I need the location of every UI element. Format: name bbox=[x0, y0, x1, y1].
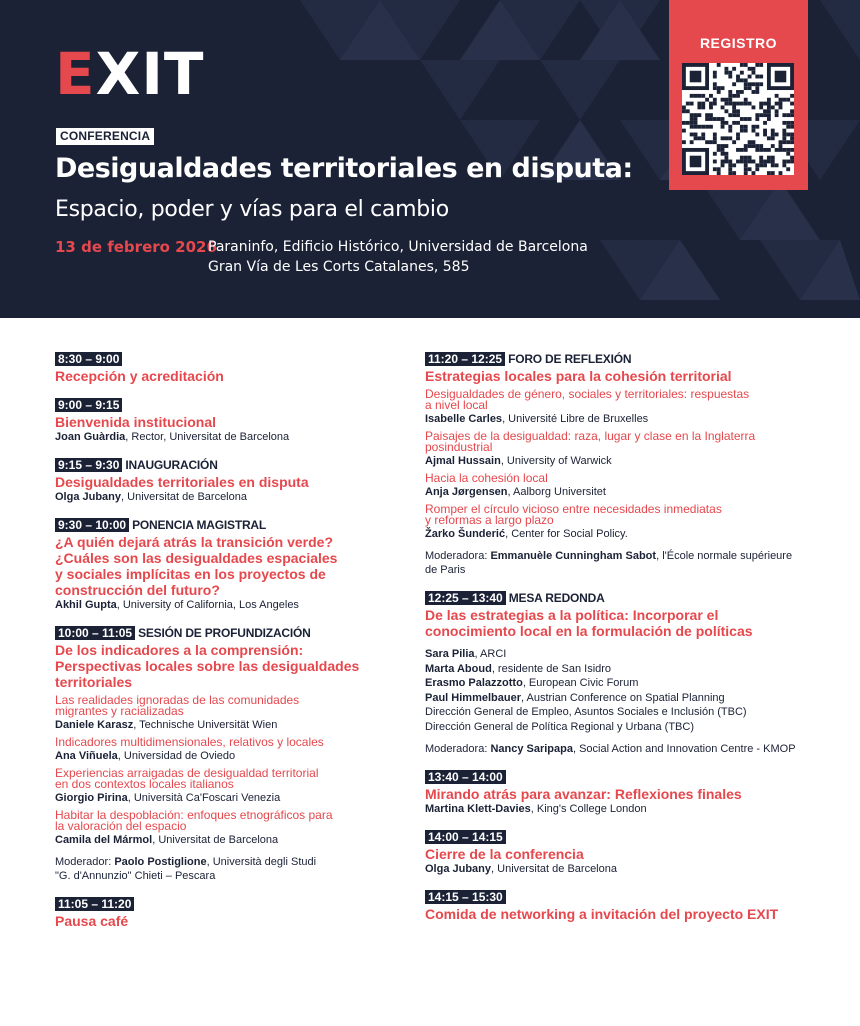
event-title: Desigualdades territoriales en disputa: bbox=[55, 153, 633, 184]
event-date: 13 de febrero 2026 bbox=[55, 238, 217, 256]
time-badge: 14:15 – 15:30 bbox=[425, 890, 506, 904]
schedule-item bbox=[55, 626, 445, 883]
session-title: De los indicadores a la comprensión: Perspectivas locales sobre las desigualdades territoriales bbox=[55, 642, 360, 690]
time-badge: 13:40 – 14:00 bbox=[425, 770, 506, 784]
exit-logo: EXIT bbox=[55, 40, 205, 108]
schedule-item bbox=[425, 352, 825, 577]
schedule-left-column bbox=[55, 352, 445, 943]
session-title: Cierre de la conferencia bbox=[425, 846, 584, 862]
speaker: Martina Klett-Davies, King's College London bbox=[425, 803, 647, 815]
sub-talk: Hacia la cohesión local Anja Jørgensen, Aalborg Universitet bbox=[425, 471, 606, 498]
time-badge: 12:25 – 13:40 bbox=[425, 591, 506, 605]
venue-line: Gran Vía de Les Corts Catalanes, 585 bbox=[208, 259, 470, 275]
schedule-item bbox=[55, 458, 445, 504]
session-title: Mirando atrás para avanzar: Reflexiones finales bbox=[425, 786, 742, 802]
moderator: Moderadora: Emmanuèle Cunningham Sabot, l'École normale supérieure de Paris bbox=[425, 550, 793, 576]
schedule-right-column bbox=[425, 352, 825, 936]
schedule-item bbox=[55, 897, 445, 929]
schedule-item bbox=[55, 352, 445, 384]
session-title: Bienvenida institucional bbox=[55, 414, 217, 430]
session-type: INAUGURACIÓN bbox=[125, 458, 218, 472]
schedule-item bbox=[425, 770, 825, 816]
speaker: Olga Jubany, Universitat de Barcelona bbox=[55, 491, 247, 503]
session-title: Recepción y acreditación bbox=[55, 368, 224, 384]
session-title: Comida de networking a invitación del proyecto EXIT bbox=[425, 906, 779, 922]
time-badge: 9:00 – 9:15 bbox=[55, 398, 122, 412]
venue-line: Paraninfo, Edificio Histórico, Universidad de Barcelona bbox=[208, 239, 588, 255]
sub-talk: Desigualdades de género, sociales y territoriales: respuestas a nivel local Isabelle Carles, Université Libre de Bruxelles bbox=[425, 387, 750, 425]
schedule-item bbox=[425, 830, 825, 876]
session-title: Desigualdades territoriales en disputa bbox=[55, 474, 309, 490]
qr-code-icon[interactable] bbox=[682, 63, 794, 175]
time-badge: 9:30 – 10:00 bbox=[55, 518, 129, 532]
registration-box[interactable] bbox=[669, 0, 808, 190]
session-title: Estrategias locales para la cohesión territorial bbox=[425, 368, 732, 384]
session-title: ¿A quién dejará atrás la transición verde? ¿Cuáles son las desigualdades espaciales y sociales implícitas en los proyectos de construcción del futuro? bbox=[55, 534, 338, 598]
schedule-item bbox=[55, 398, 445, 444]
speaker: Joan Guàrdia, Rector, Universitat de Barcelona bbox=[55, 431, 290, 443]
session-title: Pausa café bbox=[55, 913, 129, 929]
conference-tag: CONFERENCIA bbox=[56, 128, 154, 145]
time-badge: 10:00 – 11:05 bbox=[55, 626, 135, 640]
speaker: Olga Jubany, Universitat de Barcelona bbox=[425, 863, 617, 875]
sub-talk: Experiencias arraigadas de desigualdad territorial en dos contextos locales italianos Giorgio Pirina, Università Ca'Foscari Venezia bbox=[55, 766, 319, 804]
sub-talk: Romper el círculo vicioso entre necesidades inmediatas y reformas a largo plazo Žarko Šunderić, Center for Social Policy. bbox=[425, 502, 722, 540]
time-badge: 14:00 – 14:15 bbox=[425, 830, 506, 844]
session-title: De las estrategias a la política: Incorporar el conocimiento local en la formulación de políticas bbox=[425, 607, 753, 639]
session-type: SESIÓN DE PROFUNDIZACIÓN bbox=[138, 626, 311, 640]
session-type: FORO DE REFLEXIÓN bbox=[508, 352, 632, 366]
time-badge: 9:15 – 9:30 bbox=[55, 458, 122, 472]
sub-talk: Habitar la despoblación: enfoques etnográficos para la valoración del espacio Camila del Mármol, Universitat de Barcelona bbox=[55, 808, 333, 846]
sub-talk: Paisajes de la desigualdad: raza, lugar y clase en la Inglaterra posindustrial Ajmal Hussain, University of Warwick bbox=[425, 429, 756, 467]
moderator: Moderador: Paolo Postiglione, Università degli Studi "G. d'Annunzio" Chieti – Pescara bbox=[55, 856, 317, 882]
speaker-list: Sara Pilia, ARCI Marta Aboud, residente de San Isidro Erasmo Palazzotto, European Civic Forum Paul Himmelbauer, Austrian Conference on Spatial Planning Dirección General de Empleo, Asuntos Sociales e Inclusión (TBC) Dirección General de Política Regional y Urbana (TBC) bbox=[425, 648, 747, 733]
sub-talk: Indicadores multidimensionales, relativos y locales Ana Viñuela, Universidad de Oviedo bbox=[55, 735, 324, 762]
header-banner bbox=[0, 0, 860, 318]
event-subtitle: Espacio, poder y vías para el cambio bbox=[55, 197, 449, 222]
session-type: PONENCIA MAGISTRAL bbox=[132, 518, 267, 532]
session-type: MESA REDONDA bbox=[508, 591, 605, 605]
event-venue bbox=[208, 237, 588, 277]
sub-talk: Las realidades ignoradas de las comunidades migrantes y racializadas Daniele Karasz, Technische Universität Wien bbox=[55, 693, 300, 731]
time-badge: 8:30 – 9:00 bbox=[55, 352, 122, 366]
schedule-item bbox=[425, 591, 825, 756]
speaker: Akhil Gupta, University of California, Los Angeles bbox=[55, 599, 299, 611]
time-badge: 11:20 – 12:25 bbox=[425, 352, 505, 366]
time-badge: 11:05 – 11:20 bbox=[55, 897, 134, 911]
registration-label: REGISTRO bbox=[699, 35, 778, 51]
schedule-item bbox=[55, 518, 445, 612]
schedule-item bbox=[425, 890, 825, 922]
moderator: Moderadora: Nancy Saripapa, Social Action and Innovation Centre - KMOP bbox=[425, 743, 796, 755]
